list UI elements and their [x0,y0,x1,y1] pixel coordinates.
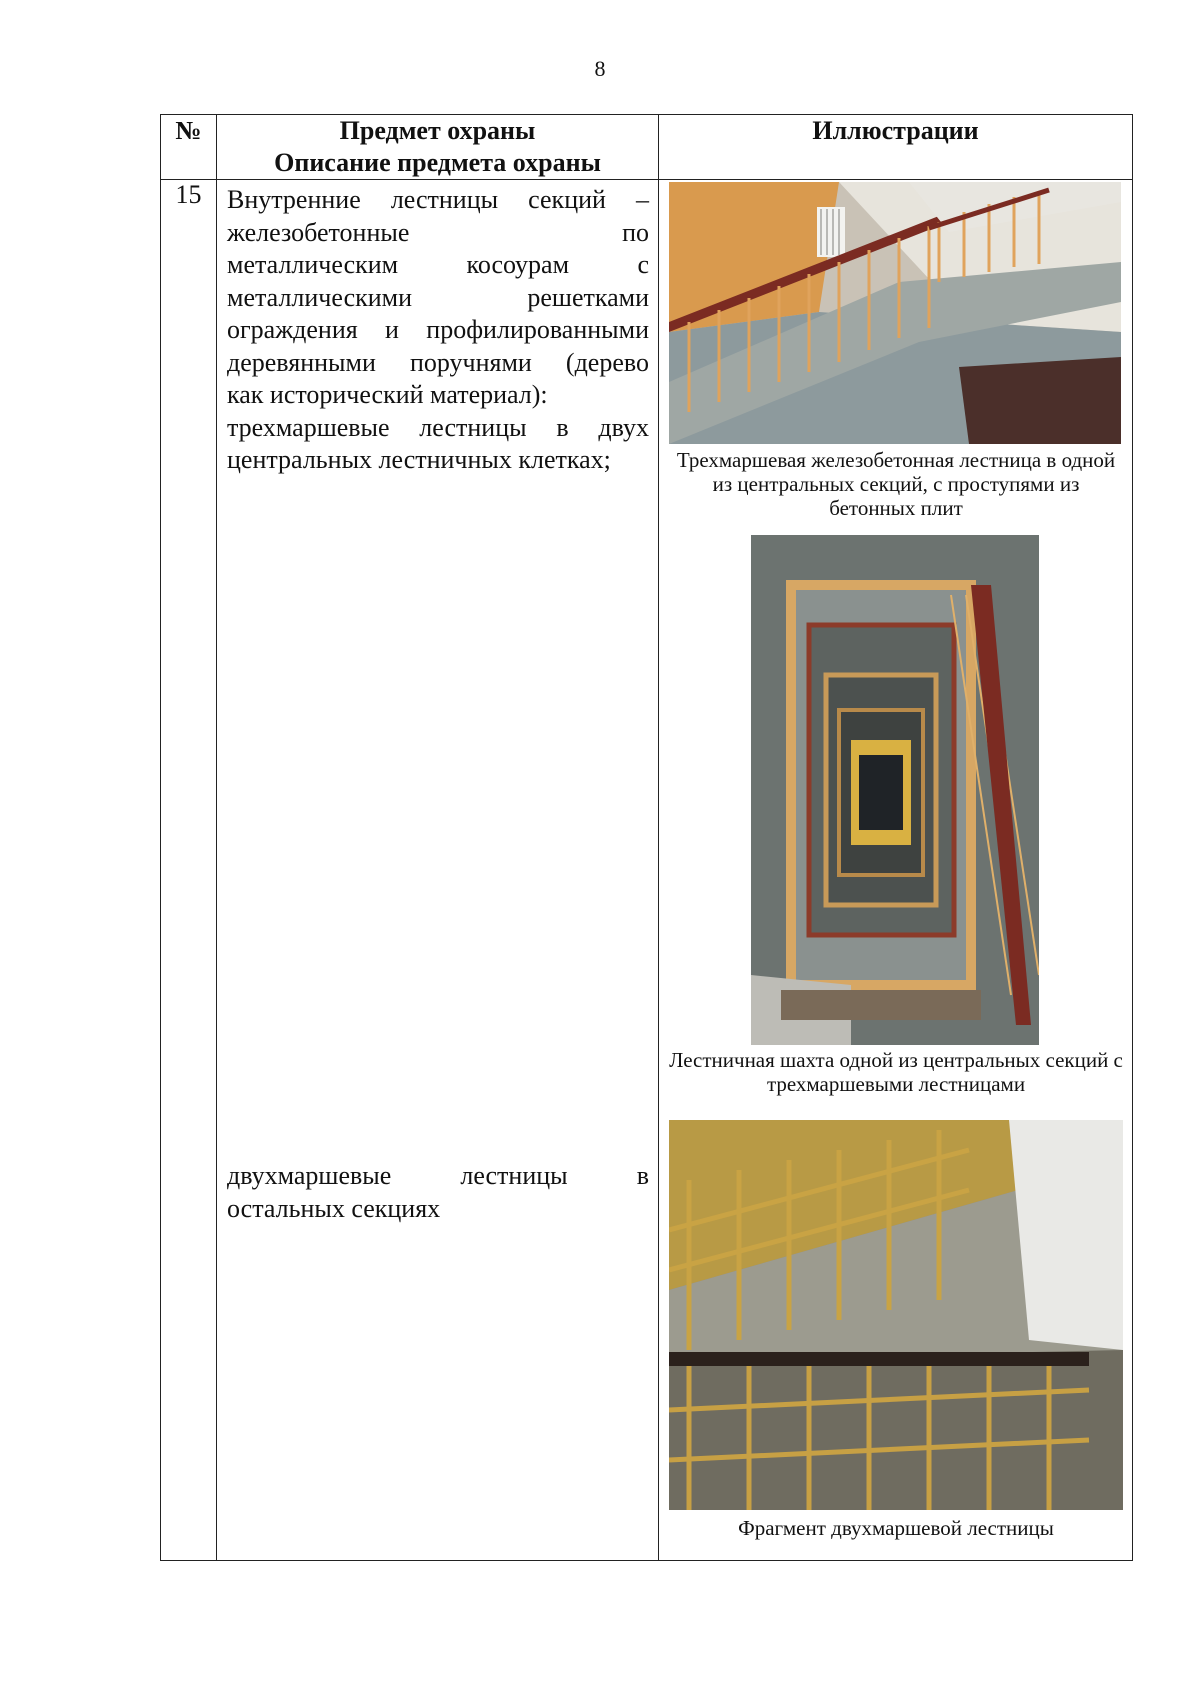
row-illustrations [659,180,1133,1561]
description-paragraph-1 [227,184,649,477]
staircase-photo-1 [669,182,1121,444]
illustration-caption-1: Трехмаршевая железобетонная лестница в одной из центральных секций, с проступями из бетонных плит [676,448,1116,520]
header-subject-line2: Описание предмета охраны [274,148,601,177]
description-line: двухмаршевые лестницы в [227,1161,649,1190]
header-subject [217,115,659,180]
table-header-row [161,115,1133,180]
description-line: железобетонные по [227,217,649,247]
description-line: металлическим косоурам с [227,250,649,279]
header-number: № [161,115,217,180]
description-paragraph-2 [227,1160,649,1225]
description-line: металлическими решетками [227,282,649,312]
table-row [161,180,1133,1561]
description-line: центральных лестничных клетках; [227,445,611,474]
description-line: остальных секциях [227,1193,441,1223]
description-line: Внутренние лестницы секций – [227,185,649,214]
staircase-photo-3 [669,1120,1123,1510]
illustration-caption-3: Фрагмент двухмаршевой лестницы [738,1516,1054,1540]
header-subject-line1: Предмет охраны [339,116,536,145]
staircase-photo-2 [751,535,1039,1045]
row-number: 15 [161,180,217,1561]
description-line: деревянными поручнями (дерево [227,347,649,377]
row-description [217,180,659,1561]
description-line: как исторический материал): [227,380,548,409]
protection-table [160,114,1133,1561]
header-illustrations: Иллюстрации [659,115,1133,180]
description-line: трехмаршевые лестницы в двух [227,412,649,442]
page-number: 8 [594,56,606,81]
illustration-caption-2: Лестничная шахта одной из центральных секций с трехмаршевыми лестницами [669,1048,1123,1096]
description-line: ограждения и профилированными [227,315,649,344]
